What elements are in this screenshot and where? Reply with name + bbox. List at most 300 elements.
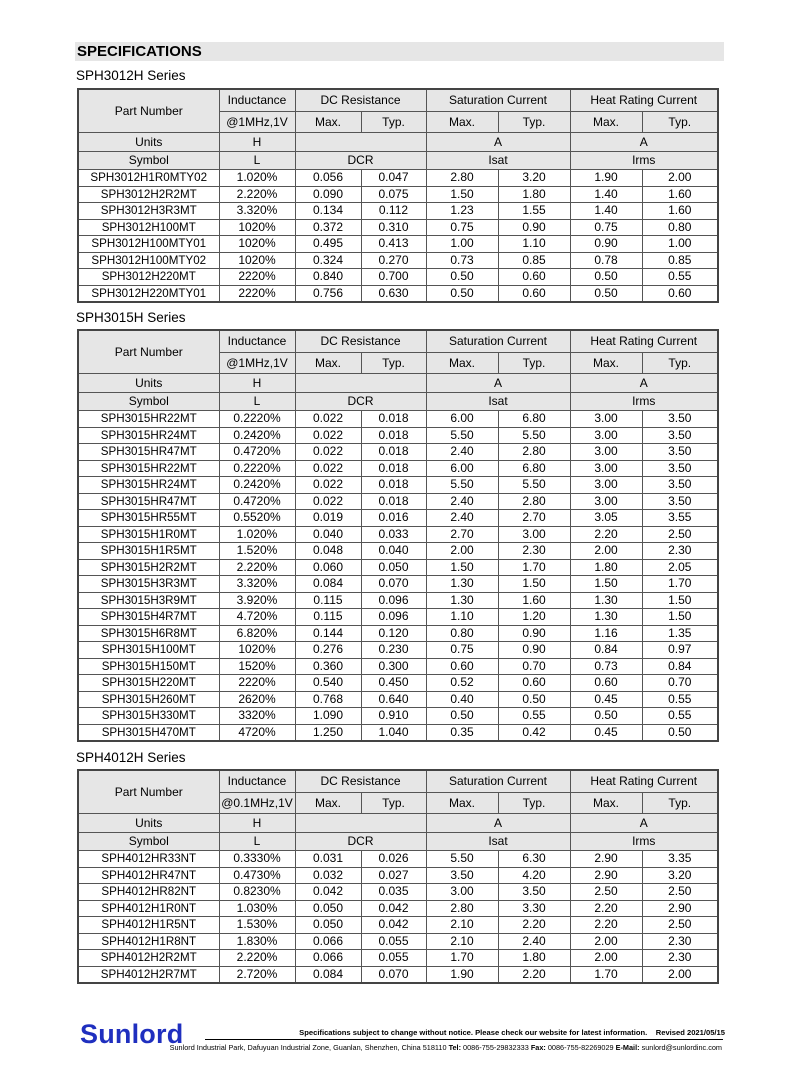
isat-max: 0.52 (426, 675, 498, 692)
dcr-max: 0.022 (295, 477, 361, 494)
irms-max: 0.60 (570, 675, 642, 692)
irms-max: 1.40 (570, 186, 642, 203)
isat-typ: 5.50 (498, 477, 570, 494)
isat-typ: 0.42 (498, 724, 570, 741)
isat-max: 2.00 (426, 543, 498, 560)
header-row (78, 89, 718, 111)
table-row (78, 917, 718, 934)
part-number: SPH3015H4R7MT (78, 609, 219, 626)
irms-typ: 2.50 (642, 917, 718, 934)
inductance-header: Inductance (219, 330, 295, 352)
dcr-max: 0.540 (295, 675, 361, 692)
irms-typ: 0.97 (642, 642, 718, 659)
heat-rating-current-header: Heat Rating Current (570, 89, 718, 111)
footer-divider (205, 1039, 723, 1040)
irms-typ: 3.50 (642, 411, 718, 428)
isat-typ: 1.60 (498, 592, 570, 609)
symbol-dcr: DCR (295, 151, 426, 170)
inductance-value: 2620% (219, 691, 295, 708)
isat-max-header: Max. (426, 792, 498, 814)
inductance-header: Inductance (219, 89, 295, 111)
inductance-value: 1.520% (219, 543, 295, 560)
isat-max-header: Max. (426, 352, 498, 374)
symbol-isat: Isat (426, 392, 570, 411)
isat-typ-header: Typ. (498, 792, 570, 814)
irms-typ: 2.30 (642, 543, 718, 560)
table-row (78, 966, 718, 983)
unit-isat: A (426, 374, 570, 393)
irms-max: 0.75 (570, 219, 642, 236)
dcr-typ: 0.016 (361, 510, 426, 527)
irms-max: 3.00 (570, 444, 642, 461)
isat-typ: 0.90 (498, 625, 570, 642)
table-row (78, 269, 718, 286)
isat-typ: 0.70 (498, 658, 570, 675)
dcr-typ: 1.040 (361, 724, 426, 741)
tel-number: 0086-755-29832333 (463, 1043, 529, 1052)
dcr-typ: 0.070 (361, 576, 426, 593)
dcr-max: 0.031 (295, 851, 361, 868)
inductance-value: 0.3330% (219, 851, 295, 868)
irms-typ: 0.55 (642, 269, 718, 286)
isat-typ: 2.70 (498, 510, 570, 527)
part-number-header: Part Number (78, 89, 219, 133)
part-number: SPH4012HR33NT (78, 851, 219, 868)
irms-max: 0.45 (570, 724, 642, 741)
isat-typ: 2.30 (498, 543, 570, 560)
dcr-typ: 0.700 (361, 269, 426, 286)
dcr-max-header: Max. (295, 792, 361, 814)
dcr-typ: 0.018 (361, 444, 426, 461)
dcr-typ: 0.630 (361, 285, 426, 302)
irms-typ: 2.05 (642, 559, 718, 576)
dcr-max: 0.090 (295, 186, 361, 203)
symbol-label: Symbol (78, 151, 219, 170)
irms-max: 3.00 (570, 477, 642, 494)
isat-max: 0.40 (426, 691, 498, 708)
test-condition: @1MHz,1V (219, 111, 295, 133)
inductance-value: 1.020% (219, 526, 295, 543)
dcr-max: 0.372 (295, 219, 361, 236)
table-row (78, 724, 718, 741)
inductance-value: 0.2420% (219, 477, 295, 494)
inductance-value: 1.030% (219, 900, 295, 917)
isat-max: 1.50 (426, 559, 498, 576)
units-label: Units (78, 814, 219, 833)
sunlord-logo: Sunlord (80, 1019, 184, 1049)
inductance-value: 1.530% (219, 917, 295, 934)
isat-typ-header: Typ. (498, 111, 570, 133)
dcr-typ: 0.096 (361, 592, 426, 609)
unit-irms: A (570, 374, 718, 393)
irms-typ: 2.30 (642, 933, 718, 950)
table-row (78, 559, 718, 576)
saturation-current-header: Saturation Current (426, 89, 570, 111)
irms-typ: 0.55 (642, 691, 718, 708)
dcr-typ: 0.040 (361, 543, 426, 560)
table-row (78, 170, 718, 187)
isat-max-header: Max. (426, 111, 498, 133)
footer-notice (299, 1028, 725, 1037)
irms-max: 0.78 (570, 252, 642, 269)
dcr-max: 0.134 (295, 203, 361, 220)
dcr-max: 0.040 (295, 526, 361, 543)
irms-max: 3.00 (570, 460, 642, 477)
inductance-value: 3.320% (219, 576, 295, 593)
part-number-header: Part Number (78, 330, 219, 374)
footer-address (170, 1043, 722, 1052)
table-row (78, 851, 718, 868)
table-row (78, 933, 718, 950)
test-condition: @1MHz,1V (219, 352, 295, 374)
dcr-max: 0.022 (295, 427, 361, 444)
irms-typ: 2.00 (642, 966, 718, 983)
inductance-value: 4.720% (219, 609, 295, 626)
dcr-max-header: Max. (295, 111, 361, 133)
isat-max: 1.90 (426, 966, 498, 983)
unit-dcr (295, 133, 426, 152)
dcr-max: 0.050 (295, 917, 361, 934)
isat-typ: 0.60 (498, 285, 570, 302)
inductance-value: 3.920% (219, 592, 295, 609)
isat-max: 6.00 (426, 460, 498, 477)
irms-max: 0.50 (570, 708, 642, 725)
inductance-value: 1.830% (219, 933, 295, 950)
unit-dcr (295, 374, 426, 393)
dcr-typ: 0.055 (361, 950, 426, 967)
isat-max: 1.70 (426, 950, 498, 967)
table-row (78, 444, 718, 461)
table-row (78, 658, 718, 675)
isat-typ: 0.90 (498, 219, 570, 236)
inductance-value: 0.4730% (219, 867, 295, 884)
isat-typ: 0.50 (498, 691, 570, 708)
dcr-max: 0.495 (295, 236, 361, 253)
part-number: SPH3015HR24MT (78, 477, 219, 494)
irms-max: 1.16 (570, 625, 642, 642)
isat-typ: 0.60 (498, 675, 570, 692)
inductance-value: 2.220% (219, 950, 295, 967)
part-number: SPH3015H260MT (78, 691, 219, 708)
table-row (78, 867, 718, 884)
inductance-value: 3320% (219, 708, 295, 725)
irms-typ: 1.60 (642, 203, 718, 220)
unit-irms: A (570, 133, 718, 152)
email-label: E-Mail: (615, 1043, 640, 1052)
part-number: SPH3015H330MT (78, 708, 219, 725)
series-title-sph4012h: SPH4012H Series (76, 750, 186, 765)
dcr-max: 0.756 (295, 285, 361, 302)
table-row (78, 708, 718, 725)
isat-max: 2.40 (426, 444, 498, 461)
isat-max: 0.60 (426, 658, 498, 675)
table-row (78, 493, 718, 510)
inductance-value: 0.2220% (219, 460, 295, 477)
irms-max: 2.90 (570, 851, 642, 868)
part-number: SPH3012H220MT (78, 269, 219, 286)
irms-max: 1.40 (570, 203, 642, 220)
inductance-value: 0.4720% (219, 444, 295, 461)
table-row (78, 186, 718, 203)
part-number: SPH3015H150MT (78, 658, 219, 675)
part-number: SPH4012H1R8NT (78, 933, 219, 950)
table-row (78, 691, 718, 708)
irms-typ-header: Typ. (642, 111, 718, 133)
symbol-isat: Isat (426, 832, 570, 851)
irms-max: 1.30 (570, 609, 642, 626)
dc-resistance-header: DC Resistance (295, 89, 426, 111)
dcr-typ: 0.910 (361, 708, 426, 725)
irms-typ: 3.50 (642, 427, 718, 444)
isat-max: 0.75 (426, 219, 498, 236)
part-number: SPH3012H100MTY02 (78, 252, 219, 269)
irms-max: 1.70 (570, 966, 642, 983)
isat-typ: 6.80 (498, 411, 570, 428)
irms-max: 0.50 (570, 269, 642, 286)
inductance-value: 0.2420% (219, 427, 295, 444)
part-number: SPH3015HR22MT (78, 411, 219, 428)
dcr-max: 0.056 (295, 170, 361, 187)
irms-typ: 0.60 (642, 285, 718, 302)
dcr-max: 0.019 (295, 510, 361, 527)
table-row (78, 219, 718, 236)
inductance-header: Inductance (219, 770, 295, 792)
dcr-max: 0.022 (295, 444, 361, 461)
isat-max: 1.00 (426, 236, 498, 253)
table-row (78, 460, 718, 477)
table-row (78, 609, 718, 626)
irms-max: 2.90 (570, 867, 642, 884)
isat-typ: 0.90 (498, 642, 570, 659)
table-row (78, 510, 718, 527)
dcr-typ: 0.035 (361, 884, 426, 901)
isat-max: 3.50 (426, 867, 498, 884)
isat-typ: 1.70 (498, 559, 570, 576)
dcr-max: 0.032 (295, 867, 361, 884)
dcr-max: 0.115 (295, 592, 361, 609)
irms-max: 2.00 (570, 543, 642, 560)
table-row (78, 675, 718, 692)
irms-max: 0.90 (570, 236, 642, 253)
dcr-typ: 0.075 (361, 186, 426, 203)
irms-typ: 2.30 (642, 950, 718, 967)
symbol-inductance: L (219, 151, 295, 170)
header-row (78, 770, 718, 792)
irms-typ: 0.84 (642, 658, 718, 675)
dcr-max: 0.276 (295, 642, 361, 659)
isat-typ: 1.10 (498, 236, 570, 253)
irms-max: 0.45 (570, 691, 642, 708)
dcr-max-header: Max. (295, 352, 361, 374)
inductance-value: 1.020% (219, 170, 295, 187)
inductance-value: 0.8230% (219, 884, 295, 901)
part-number: SPH4012HR47NT (78, 867, 219, 884)
table-row (78, 642, 718, 659)
irms-max-header: Max. (570, 792, 642, 814)
dcr-typ: 0.050 (361, 559, 426, 576)
isat-max: 1.50 (426, 186, 498, 203)
part-number: SPH3015H220MT (78, 675, 219, 692)
isat-max: 2.10 (426, 933, 498, 950)
table-row (78, 576, 718, 593)
unit-inductance: H (219, 814, 295, 833)
isat-max: 2.80 (426, 900, 498, 917)
irms-typ: 1.50 (642, 609, 718, 626)
isat-typ: 1.20 (498, 609, 570, 626)
irms-typ: 1.70 (642, 576, 718, 593)
symbol-inductance: L (219, 832, 295, 851)
symbol-label: Symbol (78, 832, 219, 851)
irms-max: 2.20 (570, 526, 642, 543)
part-number: SPH3015H3R3MT (78, 576, 219, 593)
heat-rating-current-header: Heat Rating Current (570, 770, 718, 792)
table-row (78, 411, 718, 428)
part-number: SPH3015H470MT (78, 724, 219, 741)
dcr-typ: 0.018 (361, 460, 426, 477)
isat-max: 2.70 (426, 526, 498, 543)
dcr-typ: 0.026 (361, 851, 426, 868)
part-number: SPH3012H220MTY01 (78, 285, 219, 302)
irms-max: 2.00 (570, 933, 642, 950)
dcr-max: 0.022 (295, 411, 361, 428)
address-text: Sunlord Industrial Park, Dafuyuan Industrial Zone, Guanlan, Shenzhen, China 518110 (169, 1043, 447, 1052)
dcr-max: 0.084 (295, 966, 361, 983)
irms-max: 2.20 (570, 900, 642, 917)
part-number: SPH3015HR24MT (78, 427, 219, 444)
notice-text: Specifications subject to change without notice. Please check our website for latest information. (299, 1028, 648, 1037)
unit-inductance: H (219, 374, 295, 393)
isat-typ: 4.20 (498, 867, 570, 884)
irms-typ: 0.50 (642, 724, 718, 741)
irms-max: 1.50 (570, 576, 642, 593)
isat-max: 0.75 (426, 642, 498, 659)
symbol-irms: Irms (570, 392, 718, 411)
dcr-max: 0.324 (295, 252, 361, 269)
irms-typ: 1.60 (642, 186, 718, 203)
dcr-typ: 0.018 (361, 477, 426, 494)
irms-typ: 2.50 (642, 884, 718, 901)
irms-max: 1.80 (570, 559, 642, 576)
part-number: SPH3015H1R5MT (78, 543, 219, 560)
irms-typ: 2.50 (642, 526, 718, 543)
irms-max: 1.90 (570, 170, 642, 187)
irms-max-header: Max. (570, 352, 642, 374)
irms-typ: 1.50 (642, 592, 718, 609)
dcr-typ: 0.300 (361, 658, 426, 675)
dcr-max: 0.060 (295, 559, 361, 576)
dcr-max: 0.048 (295, 543, 361, 560)
isat-typ: 1.55 (498, 203, 570, 220)
table-row (78, 526, 718, 543)
symbol-irms: Irms (570, 151, 718, 170)
dcr-max: 0.768 (295, 691, 361, 708)
inductance-value: 0.2220% (219, 411, 295, 428)
isat-typ: 2.80 (498, 444, 570, 461)
table-row (78, 900, 718, 917)
symbol-row (78, 151, 718, 170)
units-row (78, 374, 718, 393)
dcr-typ: 0.096 (361, 609, 426, 626)
symbol-isat: Isat (426, 151, 570, 170)
dcr-max: 0.022 (295, 493, 361, 510)
dcr-max: 0.840 (295, 269, 361, 286)
dcr-max: 0.022 (295, 460, 361, 477)
part-number: SPH3015HR47MT (78, 444, 219, 461)
inductance-value: 0.4720% (219, 493, 295, 510)
test-condition: @0.1MHz,1V (219, 792, 295, 814)
part-number: SPH3012H1R0MTY02 (78, 170, 219, 187)
symbol-irms: Irms (570, 832, 718, 851)
table-row (78, 950, 718, 967)
part-number: SPH3015H6R8MT (78, 625, 219, 642)
unit-isat: A (426, 133, 570, 152)
units-label: Units (78, 133, 219, 152)
tel-label: Tel: (448, 1043, 462, 1052)
dcr-max: 0.144 (295, 625, 361, 642)
isat-max: 0.50 (426, 708, 498, 725)
irms-typ: 3.20 (642, 867, 718, 884)
isat-max: 5.50 (426, 427, 498, 444)
units-label: Units (78, 374, 219, 393)
saturation-current-header: Saturation Current (426, 770, 570, 792)
dcr-typ: 0.413 (361, 236, 426, 253)
header-row (78, 330, 718, 352)
dcr-max: 0.066 (295, 950, 361, 967)
symbol-dcr: DCR (295, 392, 426, 411)
dcr-typ: 0.120 (361, 625, 426, 642)
isat-max: 5.50 (426, 851, 498, 868)
irms-max: 3.00 (570, 411, 642, 428)
dcr-typ: 0.047 (361, 170, 426, 187)
fax-label: Fax: (530, 1043, 546, 1052)
table-row (78, 625, 718, 642)
isat-typ: 3.20 (498, 170, 570, 187)
dcr-max: 0.360 (295, 658, 361, 675)
part-number: SPH4012H2R2MT (78, 950, 219, 967)
inductance-value: 3.320% (219, 203, 295, 220)
isat-max: 0.80 (426, 625, 498, 642)
table-row (78, 592, 718, 609)
symbol-dcr: DCR (295, 832, 426, 851)
dcr-max: 1.090 (295, 708, 361, 725)
dc-resistance-header: DC Resistance (295, 330, 426, 352)
isat-max: 6.00 (426, 411, 498, 428)
dcr-typ: 0.018 (361, 411, 426, 428)
dcr-typ: 0.310 (361, 219, 426, 236)
part-number: SPH3012H2R2MT (78, 186, 219, 203)
dcr-typ: 0.112 (361, 203, 426, 220)
part-number: SPH3012H100MT (78, 219, 219, 236)
inductance-value: 2.220% (219, 186, 295, 203)
part-number-header: Part Number (78, 770, 219, 814)
series-title-sph3015h: SPH3015H Series (76, 310, 186, 325)
isat-typ: 6.80 (498, 460, 570, 477)
dcr-max: 0.066 (295, 933, 361, 950)
dcr-max: 1.250 (295, 724, 361, 741)
inductance-value: 2.220% (219, 559, 295, 576)
isat-typ-header: Typ. (498, 352, 570, 374)
isat-max: 1.23 (426, 203, 498, 220)
isat-max: 0.50 (426, 269, 498, 286)
irms-typ: 0.70 (642, 675, 718, 692)
isat-typ: 3.00 (498, 526, 570, 543)
isat-typ: 3.50 (498, 884, 570, 901)
part-number: SPH3012H100MTY01 (78, 236, 219, 253)
dcr-max: 0.050 (295, 900, 361, 917)
irms-typ: 1.35 (642, 625, 718, 642)
table-row (78, 427, 718, 444)
irms-max: 3.00 (570, 427, 642, 444)
